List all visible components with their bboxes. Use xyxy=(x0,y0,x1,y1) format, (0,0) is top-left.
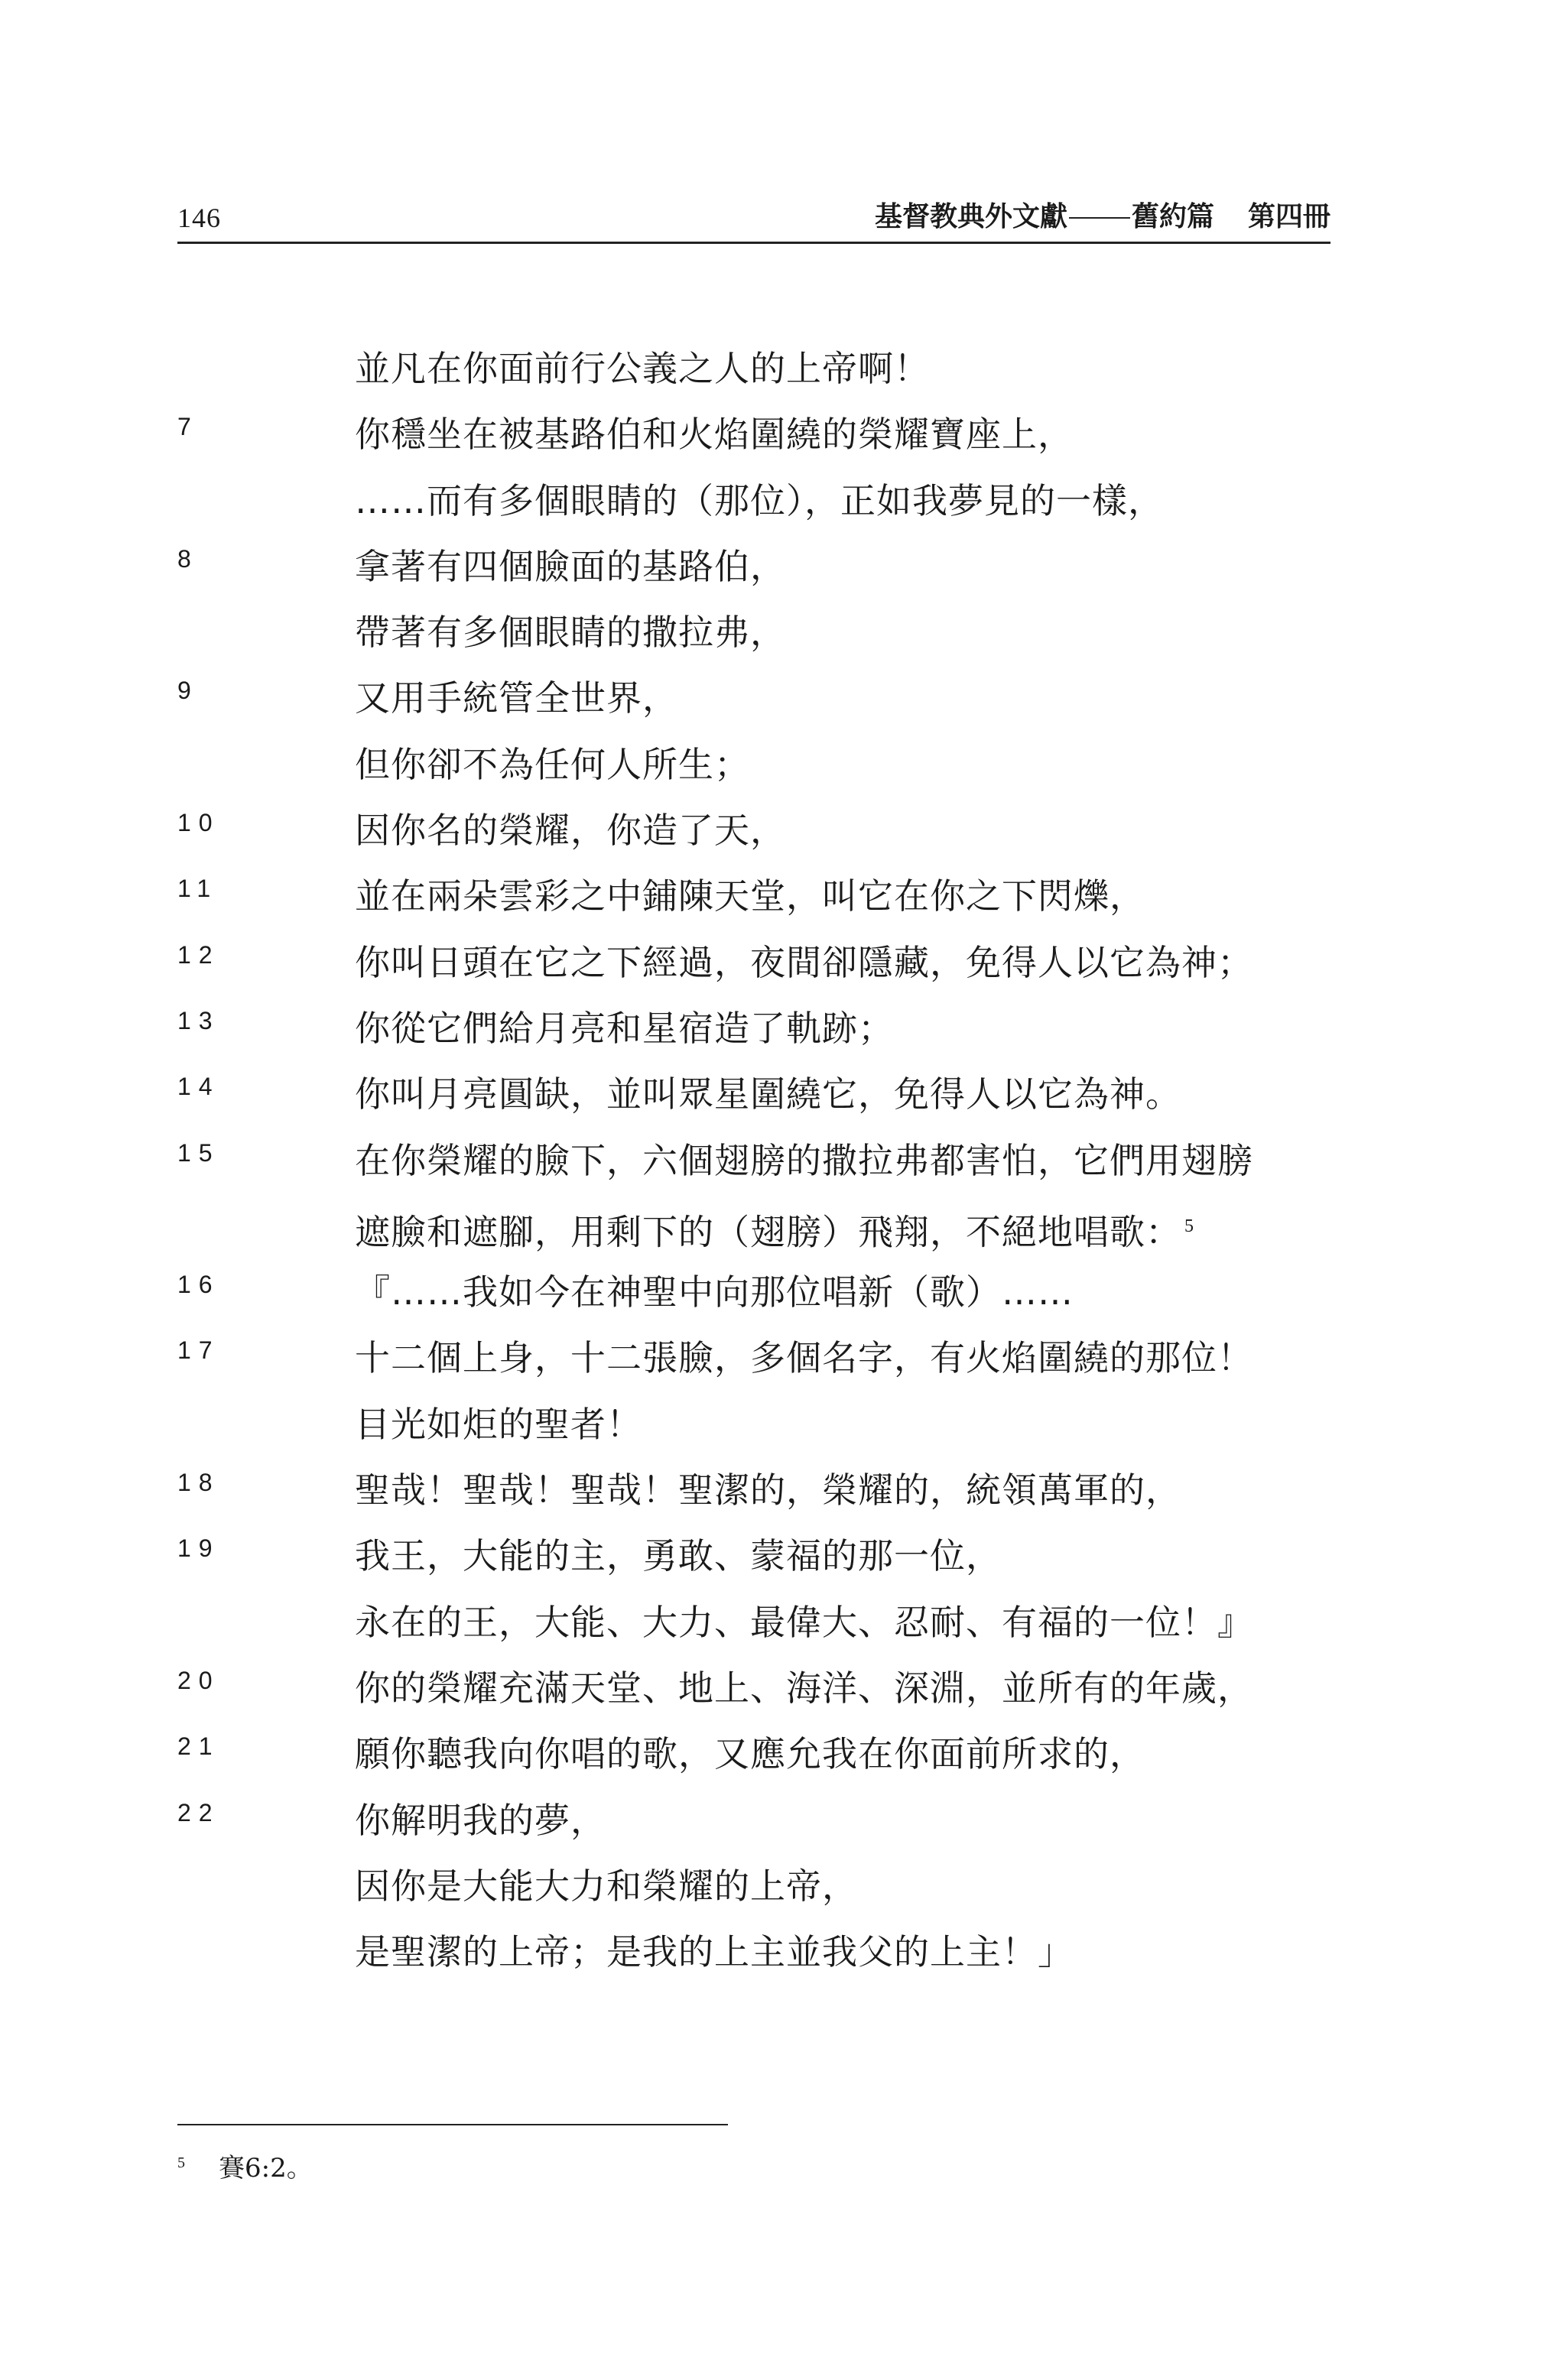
verse-text xyxy=(355,1335,1253,1381)
verse-text-content: 願你聽我向你唱的歌，又應允我在你面前所求的， xyxy=(355,1733,1145,1775)
verse-text-content: 你的榮耀充滿天堂、地上、海洋、深淵，並所有的年歲， xyxy=(355,1667,1253,1709)
verse-number: 8 xyxy=(177,544,199,573)
verse-text xyxy=(355,742,750,787)
verse-text xyxy=(355,1863,858,1909)
verse-text-content: 但你卻不為任何人所生； xyxy=(355,743,750,785)
text-line xyxy=(0,675,1566,741)
verse-number: 13 xyxy=(177,1006,220,1034)
verse-number: 22 xyxy=(177,1798,220,1826)
title-dash xyxy=(1069,217,1130,219)
running-header xyxy=(177,193,1330,244)
verse-text-content: 『……我如今在神聖中向那位唱新（歌）…… xyxy=(355,1271,1074,1313)
verse-number: 7 xyxy=(177,413,199,441)
verse-text-content: 並凡在你面前行公義之人的上帝啊！ xyxy=(355,348,930,389)
verse-text-content: 帶著有多個眼睛的撒拉弗， xyxy=(355,612,786,654)
text-line xyxy=(0,609,1566,675)
verse-text-content: 永在的王，大能、大力、最偉大、忍耐、有福的一位！』 xyxy=(355,1601,1253,1643)
text-line xyxy=(0,1467,1566,1533)
page-number: 146 xyxy=(177,203,221,233)
text-line xyxy=(0,346,1566,411)
text-line xyxy=(0,1335,1566,1401)
verse-text xyxy=(355,609,786,655)
verse-text xyxy=(355,1138,1253,1184)
section-title: 舊約篇 xyxy=(1131,201,1214,232)
verse-text xyxy=(355,1203,1194,1255)
main-text xyxy=(0,346,1566,1995)
verse-text-content: 目光如炬的聖者！ xyxy=(355,1403,642,1445)
verse-number: 14 xyxy=(177,1073,220,1101)
verse-text xyxy=(355,411,1074,457)
verse-text xyxy=(355,478,1164,524)
verse-number: 12 xyxy=(177,940,220,969)
verse-text xyxy=(355,1467,1181,1513)
text-line xyxy=(0,1731,1566,1797)
text-line xyxy=(0,1929,1566,1995)
text-line xyxy=(0,873,1566,939)
verse-text xyxy=(355,807,786,853)
verse-text xyxy=(355,1731,1145,1777)
verse-text xyxy=(355,346,930,391)
verse-text xyxy=(355,1665,1253,1711)
verse-text-content: 你從它們給月亮和星宿造了軌跡； xyxy=(355,1007,894,1049)
text-line xyxy=(0,1863,1566,1929)
running-head-title xyxy=(875,195,1330,234)
footnote-reference: 5 xyxy=(1184,1216,1194,1236)
verse-text xyxy=(355,1269,1074,1315)
verse-text xyxy=(355,1005,894,1051)
footnote-text: 賽6:2。 xyxy=(219,2153,313,2184)
text-line xyxy=(0,411,1566,477)
verse-text xyxy=(355,675,678,721)
verse-text-content: 你解明我的夢， xyxy=(355,1799,606,1841)
text-line xyxy=(0,1071,1566,1137)
verse-text xyxy=(355,544,786,589)
verse-number: 9 xyxy=(177,677,199,705)
book-title: 基督教典外文獻 xyxy=(874,201,1067,232)
verse-text xyxy=(355,1599,1253,1645)
text-line xyxy=(0,940,1566,1005)
verse-number: 17 xyxy=(177,1336,220,1365)
text-line xyxy=(0,742,1566,807)
verse-text xyxy=(355,940,1253,985)
verse-text-content: 遮臉和遮腳，用剩下的（翅膀）飛翔，不絕地唱歌： xyxy=(355,1211,1181,1253)
verse-text-content: 聖哉！聖哉！聖哉！聖潔的，榮耀的，統領萬軍的， xyxy=(355,1469,1181,1511)
verse-number: 15 xyxy=(177,1138,220,1167)
verse-text-content: 因你是大能大力和榮耀的上帝， xyxy=(355,1865,858,1907)
verse-text-content: 是聖潔的上帝；是我的上主並我父的上主！」 xyxy=(355,1931,1074,1973)
text-line xyxy=(0,1599,1566,1665)
text-line xyxy=(0,1005,1566,1071)
verse-text-content: 拿著有四個臉面的基路伯， xyxy=(355,545,786,587)
verse-text-content: 又用手統管全世界， xyxy=(355,677,678,719)
volume-title: 第四冊 xyxy=(1247,201,1330,232)
footnote-mark: 5 xyxy=(177,2154,185,2171)
verse-number: 19 xyxy=(177,1534,220,1563)
verse-text-content: 並在兩朵雲彩之中鋪陳天堂，叫它在你之下閃爍， xyxy=(355,875,1145,917)
verse-text-content: 你穩坐在被基路伯和火焰圍繞的榮耀寶座上， xyxy=(355,414,1074,456)
verse-text xyxy=(355,873,1145,919)
verse-text xyxy=(355,1401,642,1447)
text-line xyxy=(0,1401,1566,1467)
verse-number: 18 xyxy=(177,1469,220,1497)
verse-text-content: 你叫日頭在它之下經過，夜間卻隱藏，免得人以它為神； xyxy=(355,941,1253,983)
verse-text-content: 十二個上身，十二張臉，多個名字，有火焰圍繞的那位！ xyxy=(355,1337,1253,1379)
verse-number: 10 xyxy=(177,809,220,837)
verse-text xyxy=(355,1929,1074,1975)
verse-text-content: ……而有多個眼睛的（那位），正如我夢見的一樣， xyxy=(355,479,1164,521)
verse-number: 20 xyxy=(177,1666,220,1694)
verse-text-content: 我王，大能的主，勇敢、蒙福的那一位， xyxy=(355,1535,1002,1577)
text-line xyxy=(0,1797,1566,1863)
verse-text xyxy=(355,1071,1181,1117)
verse-text-content: 你叫月亮圓缺，並叫眾星圍繞它，免得人以它為神。 xyxy=(355,1073,1181,1115)
text-line xyxy=(0,1665,1566,1731)
verse-text-content: 在你榮耀的臉下，六個翅膀的撒拉弗都害怕，它們用翅膀 xyxy=(355,1139,1253,1181)
text-line xyxy=(0,478,1566,544)
verse-text xyxy=(355,1797,606,1843)
text-line xyxy=(0,544,1566,609)
text-line xyxy=(0,1203,1566,1269)
verse-number: 16 xyxy=(177,1271,220,1299)
verse-number: 11 xyxy=(177,875,219,903)
verse-text-content: 因你名的榮耀，你造了天， xyxy=(355,810,786,852)
text-line xyxy=(0,1269,1566,1335)
verse-text xyxy=(355,1533,1002,1579)
footnote-rule xyxy=(177,2124,728,2125)
text-line xyxy=(0,807,1566,873)
footnote xyxy=(177,2147,313,2184)
verse-number: 21 xyxy=(177,1732,220,1761)
text-line xyxy=(0,1138,1566,1203)
text-line xyxy=(0,1533,1566,1599)
